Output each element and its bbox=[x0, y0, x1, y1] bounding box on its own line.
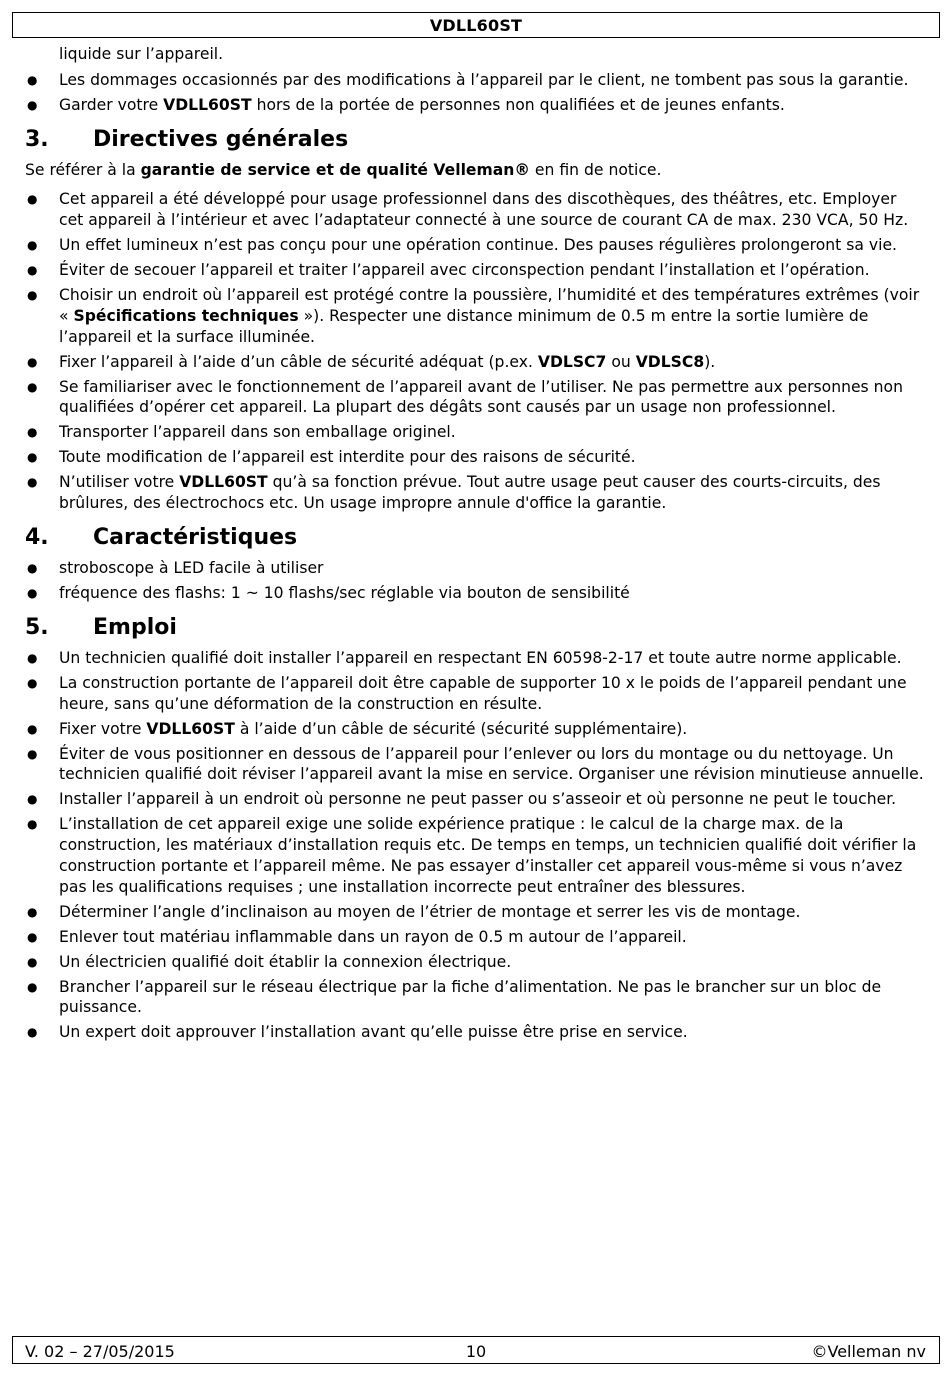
intro-continuation: liquide sur l’appareil. bbox=[59, 45, 224, 63]
list-item-text: ). bbox=[704, 352, 716, 371]
section-5-title: Emploi bbox=[93, 614, 177, 640]
bullet-icon: ● bbox=[27, 425, 38, 440]
lead-text: Se référer à la bbox=[25, 160, 141, 179]
list-item-text: L’installation de cet appareil exige une solide expérience pratique : le calcul de la charge max. de la construction, les matériaux d’installation requis etc. De temps en temps, un technicien qualifié doit vérifier la construction portante et l’appareil même. Ne pas essayer d’installer cet appareil vous-même si vous n’avez pas les qualifications requises ; une installation incorrecte peut entraîner des blessures. bbox=[59, 815, 917, 896]
list-item bbox=[25, 673, 925, 715]
list-item bbox=[25, 977, 925, 1019]
list-item bbox=[25, 789, 925, 810]
list-item-text: Installer l’appareil à un endroit où personne ne peut passer ou s’asseoir et où personne ne peut le toucher. bbox=[59, 790, 897, 809]
list-item-text: fréquence des flashs: 1 ~ 10 flashs/sec réglable via bouton de sensibilité bbox=[59, 584, 630, 603]
list-item-text: Un expert doit approuver l’installation avant qu’elle puisse être prise en service. bbox=[59, 1023, 688, 1042]
section-4-title: Caractéristiques bbox=[93, 525, 298, 551]
list-item-text: ou bbox=[606, 352, 636, 371]
list-item-text: à l’aide d’un câble de sécurité (sécurité supplémentaire). bbox=[234, 719, 688, 738]
bullet-icon: ● bbox=[27, 721, 38, 736]
bullet-icon: ● bbox=[27, 817, 38, 832]
section-5-bullet-list bbox=[25, 648, 925, 1043]
section-3-number: 3. bbox=[25, 126, 49, 152]
bullet-icon: ● bbox=[27, 354, 38, 369]
list-item-text: Un technicien qualifié doit installer l’appareil en respectant EN 60598-2-17 et toute autre norme applicable. bbox=[59, 648, 902, 667]
list-item bbox=[25, 95, 925, 116]
list-item-text: Un électricien qualifié doit établir la connexion électrique. bbox=[59, 952, 512, 971]
list-item-bold-text: VDLL60ST bbox=[163, 95, 252, 114]
list-item bbox=[25, 70, 925, 91]
list-item-text: Éviter de secouer l’appareil et traiter l’appareil avec circonspection pendant l’installation et l’opération. bbox=[59, 261, 870, 280]
list-item-text: N’utiliser votre bbox=[59, 473, 180, 492]
list-item-text: Se familiariser avec le fonctionnement de l’appareil avant de l’utiliser. Ne pas permettre aux personnes non qualifiées d’opérer cet appareil. La plupart des dégâts sont causés par un usage non professionnel. bbox=[59, 377, 903, 417]
section-3-heading bbox=[25, 125, 925, 155]
section-3-lead bbox=[25, 160, 925, 181]
bullet-icon: ● bbox=[27, 1025, 38, 1040]
list-item bbox=[25, 583, 925, 604]
footer-version: V. 02 – 27/05/2015 bbox=[25, 1342, 175, 1361]
list-item-bold-text: VDLL60ST bbox=[146, 719, 235, 738]
bullet-icon: ● bbox=[27, 586, 38, 601]
bullet-icon: ● bbox=[27, 288, 38, 303]
list-item-text: Fixer votre bbox=[59, 719, 147, 738]
list-item bbox=[25, 260, 925, 281]
list-item bbox=[25, 719, 925, 740]
list-item bbox=[25, 902, 925, 923]
list-item-text: hors de la portée de personnes non qualifiées et de jeunes enfants. bbox=[251, 95, 785, 114]
bullet-icon: ● bbox=[27, 72, 38, 87]
list-item bbox=[25, 558, 925, 579]
bullet-icon: ● bbox=[27, 954, 38, 969]
list-item-text: Les dommages occasionnés par des modifications à l’appareil par le client, ne tombent pas sous la garantie. bbox=[59, 70, 909, 89]
page-footer bbox=[12, 1336, 940, 1364]
list-item-text: Déterminer l’angle d’inclinaison au moyen de l’étrier de montage et serrer les vis de montage. bbox=[59, 902, 801, 921]
bullet-icon: ● bbox=[27, 904, 38, 919]
list-item-text: La construction portante de l’appareil doit être capable de supporter 10 x le poids de l’appareil pendant une heure, sans qu’une déformation de la construction en résulte. bbox=[59, 673, 907, 713]
bullet-icon: ● bbox=[27, 450, 38, 465]
list-item bbox=[25, 422, 925, 443]
bullet-icon: ● bbox=[27, 650, 38, 665]
list-item-bold-text: Spécifications techniques bbox=[73, 306, 299, 325]
list-item bbox=[25, 927, 925, 948]
section-5-heading bbox=[25, 613, 925, 643]
list-item bbox=[25, 814, 925, 897]
bullet-icon: ● bbox=[27, 192, 38, 207]
list-item bbox=[25, 447, 925, 468]
list-item bbox=[25, 352, 925, 373]
list-item bbox=[25, 472, 925, 514]
section-3-title: Directives générales bbox=[93, 126, 349, 152]
list-item-text: Un effet lumineux n’est pas conçu pour une opération continue. Des pauses régulières prolongeront sa vie. bbox=[59, 236, 897, 255]
list-item-bold-text: VDLSC7 bbox=[537, 352, 607, 371]
list-item-text: Choisir un endroit où l’appareil est protégé contre la poussière, l’humidité et des températures extrêmes (voir « bbox=[59, 286, 920, 325]
list-item bbox=[25, 235, 925, 256]
bullet-icon: ● bbox=[27, 263, 38, 278]
bullet-icon: ● bbox=[27, 475, 38, 490]
list-item bbox=[25, 285, 925, 347]
list-item-bold-text: VDLSC8 bbox=[635, 352, 705, 371]
section-4-number: 4. bbox=[25, 525, 49, 551]
bullet-icon: ● bbox=[27, 979, 38, 994]
bullet-icon: ● bbox=[27, 929, 38, 944]
bullet-icon: ● bbox=[27, 97, 38, 112]
list-item-text: Brancher l’appareil sur le réseau électrique par la fiche d’alimentation. Ne pas le brancher sur un bloc de puissance. bbox=[59, 977, 882, 1017]
list-item-text: Éviter de vous positionner en dessous de l’appareil pour l’enlever ou lors du montage ou du nettoyage. Un technicien qualifié doit réviser l’appareil avant la mise en service. Organiser une révision minutieuse annuelle. bbox=[59, 744, 924, 784]
list-item-text: Enlever tout matériau inflammable dans un rayon de 0.5 m autour de l’appareil. bbox=[59, 927, 687, 946]
list-item bbox=[25, 189, 925, 231]
section-4-bullet-list bbox=[25, 558, 925, 604]
list-item bbox=[25, 377, 925, 419]
bullet-icon: ● bbox=[27, 792, 38, 807]
list-item-text: Transporter l’appareil dans son emballage originel. bbox=[59, 423, 456, 442]
list-item-text: »). Respecter une distance minimum de 0.5 m entre la sortie lumière de l’appareil et la surface illuminée. bbox=[59, 306, 869, 346]
list-item-text: stroboscope à LED facile à utiliser bbox=[59, 559, 324, 578]
bullet-icon: ● bbox=[27, 746, 38, 761]
bullet-icon: ● bbox=[27, 675, 38, 690]
bullet-icon: ● bbox=[27, 238, 38, 253]
section-4-heading bbox=[25, 523, 925, 553]
list-item bbox=[25, 952, 925, 973]
list-item-text: qu’à sa fonction prévue. Tout autre usage peut causer des courts-circuits, des brûlures, des électrochocs etc. Un usage impropre annule d'office la garantie. bbox=[59, 473, 881, 513]
intro-bullet-list bbox=[25, 70, 925, 116]
lead-bold-text: garantie de service et de qualité Velleman® bbox=[140, 160, 530, 179]
bullet-icon: ● bbox=[27, 379, 38, 394]
footer-copyright: ©Velleman nv bbox=[811, 1342, 926, 1361]
list-item-text: Cet appareil a été développé pour usage professionnel dans des discothèques, des théâtres, etc. Employer cet appareil à l’intérieur et avec l’adaptateur connecté à une source de courant CA de max. 230 VCA, 50 Hz. bbox=[59, 190, 909, 230]
section-3-bullet-list bbox=[25, 189, 925, 514]
header-title: VDLL60ST bbox=[429, 16, 523, 35]
list-item-text: Fixer l’appareil à l’aide d’un câble de sécurité adéquat (p.ex. bbox=[59, 352, 538, 371]
document-body bbox=[25, 44, 925, 1047]
list-item bbox=[25, 1022, 925, 1043]
list-item bbox=[25, 744, 925, 786]
page-header bbox=[12, 12, 940, 38]
bullet-icon: ● bbox=[27, 561, 38, 576]
list-item-text: Garder votre bbox=[59, 95, 164, 114]
list-item bbox=[25, 648, 925, 669]
lead-text-end: en fin de notice. bbox=[529, 160, 662, 179]
list-item-bold-text: VDLL60ST bbox=[179, 473, 268, 492]
list-item-text: Toute modification de l’appareil est interdite pour des raisons de sécurité. bbox=[59, 448, 636, 467]
section-5-number: 5. bbox=[25, 614, 49, 640]
footer-page-number: 10 bbox=[465, 1342, 487, 1361]
